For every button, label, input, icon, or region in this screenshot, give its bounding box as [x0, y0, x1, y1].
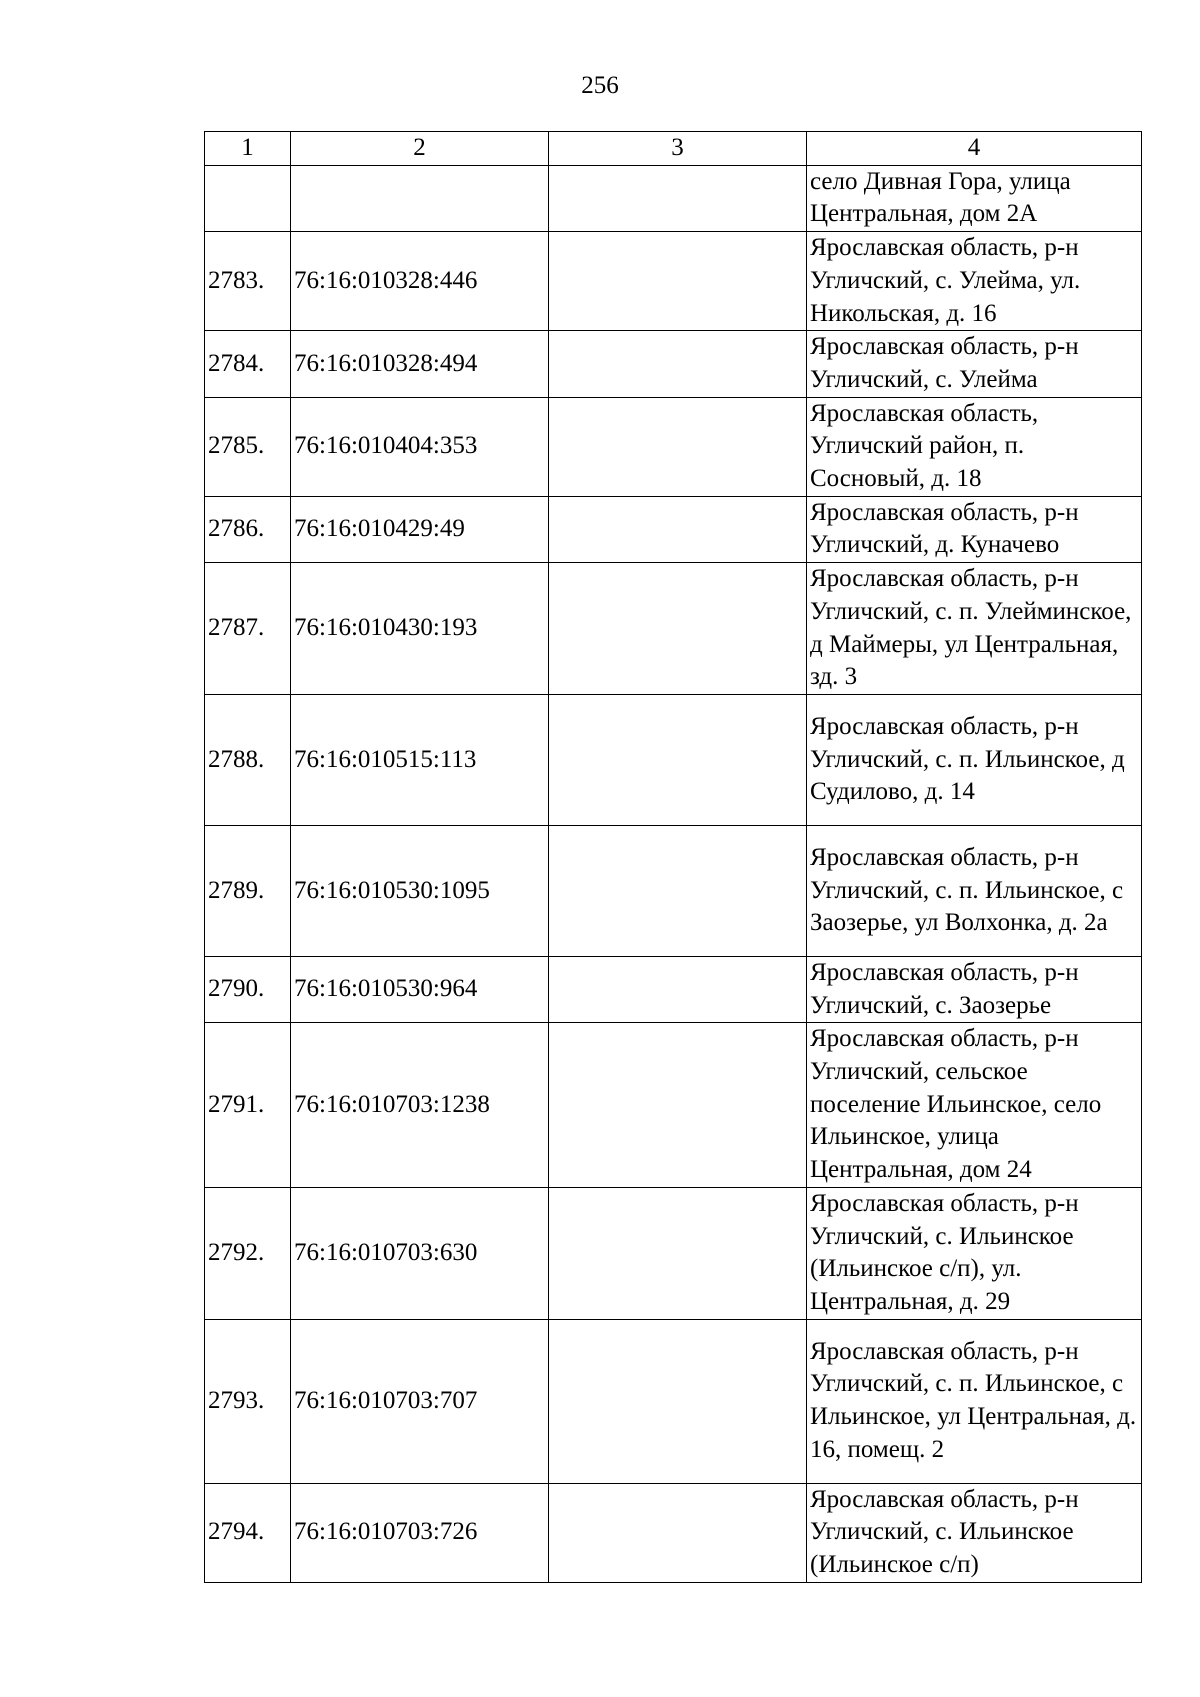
address-cell: Ярославская область, р-н Угличский, с. п. Ильинское, с Ильинское, ул Центральная, д. 16, помещ. 2 [807, 1319, 1142, 1483]
header-col-2: 2 [291, 132, 549, 166]
address-cell: Ярославская область, р-н Угличский, с. п. Ильинское, с Заозерье, ул Волхонка, д. 2а [807, 825, 1142, 956]
table-row [205, 956, 1142, 1022]
row-number: 2792. [205, 1187, 291, 1319]
row-number: 2793. [205, 1319, 291, 1483]
cadastral-number: 76:16:010703:726 [291, 1483, 549, 1582]
row-number: 2785. [205, 397, 291, 496]
table-row [205, 232, 1142, 331]
col3-cell [549, 1187, 807, 1319]
table-row [205, 496, 1142, 562]
col3-cell [549, 496, 807, 562]
address-cell: Ярославская область, р-н Угличский, с. Ильинское (Ильинское с/п) [807, 1483, 1142, 1582]
address-cell: Ярославская область, р-н Угличский, с. Улейма, ул. Никольская, д. 16 [807, 232, 1142, 331]
table-row [205, 1483, 1142, 1582]
col3-cell [549, 331, 807, 397]
cadastral-number: 76:16:010404:353 [291, 397, 549, 496]
cadastral-number: 76:16:010328:494 [291, 331, 549, 397]
cadastral-number: 76:16:010703:1238 [291, 1023, 549, 1188]
col3-cell [549, 694, 807, 825]
cadastral-number: 76:16:010703:630 [291, 1187, 549, 1319]
row-number: 2787. [205, 563, 291, 695]
address-cell: Ярославская область, р-н Угличский, с. Ильинское (Ильинское с/п), ул. Центральная, д. 29 [807, 1187, 1142, 1319]
col3-cell [549, 956, 807, 1022]
cadastral-number: 76:16:010703:707 [291, 1319, 549, 1483]
address-cell: Ярославская область, р-н Угличский, сельское поселение Ильинское, село Ильинское, улица Центральная, дом 24 [807, 1023, 1142, 1188]
cadastral-number: 76:16:010530:964 [291, 956, 549, 1022]
header-col-1: 1 [205, 132, 291, 166]
col3-cell [549, 397, 807, 496]
registry-table [204, 131, 1142, 1583]
table-row [205, 694, 1142, 825]
row-number: 2786. [205, 496, 291, 562]
cadastral-number: 76:16:010430:193 [291, 563, 549, 695]
row-number: 2791. [205, 1023, 291, 1188]
row-number: 2783. [205, 232, 291, 331]
table-row [205, 825, 1142, 956]
address-cell: Ярославская область, р-н Угличский, д. Куначево [807, 496, 1142, 562]
table-row [205, 1023, 1142, 1188]
col3-cell [549, 232, 807, 331]
header-col-3: 3 [549, 132, 807, 166]
row-number: 2784. [205, 331, 291, 397]
table-row [205, 165, 1142, 231]
address-cell: Ярославская область, р-н Угличский, с. Улейма [807, 331, 1142, 397]
col3-cell [549, 825, 807, 956]
table-row [205, 1187, 1142, 1319]
col3-cell [549, 563, 807, 695]
cadastral-number: 76:16:010429:49 [291, 496, 549, 562]
table-row [205, 1319, 1142, 1483]
row-number: 2788. [205, 694, 291, 825]
table-row [205, 397, 1142, 496]
address-cell: Ярославская область, р-н Угличский, с. п. Ильинское, д Судилово, д. 14 [807, 694, 1142, 825]
col3-cell [549, 165, 807, 231]
row-number: 2794. [205, 1483, 291, 1582]
cadastral-number: 76:16:010515:113 [291, 694, 549, 825]
cadastral-number [291, 165, 549, 231]
header-row [205, 132, 1142, 166]
cadastral-number: 76:16:010530:1095 [291, 825, 549, 956]
address-cell: Ярославская область, р-н Угличский, с. Заозерье [807, 956, 1142, 1022]
table-header [205, 132, 1142, 166]
row-number [205, 165, 291, 231]
cadastral-number: 76:16:010328:446 [291, 232, 549, 331]
table-row [205, 563, 1142, 695]
col3-cell [549, 1023, 807, 1188]
row-number: 2789. [205, 825, 291, 956]
page-number: 256 [581, 72, 619, 99]
table-body [205, 165, 1142, 1582]
row-number: 2790. [205, 956, 291, 1022]
table-row [205, 331, 1142, 397]
header-col-4: 4 [807, 132, 1142, 166]
col3-cell [549, 1319, 807, 1483]
address-cell: Ярославская область, р-н Угличский, с. п. Улейминское, д Маймеры, ул Центральная, зд. 3 [807, 563, 1142, 695]
address-cell: село Дивная Гора, улица Центральная, дом 2А [807, 165, 1142, 231]
col3-cell [549, 1483, 807, 1582]
address-cell: Ярославская область, Угличский район, п. Сосновый, д. 18 [807, 397, 1142, 496]
